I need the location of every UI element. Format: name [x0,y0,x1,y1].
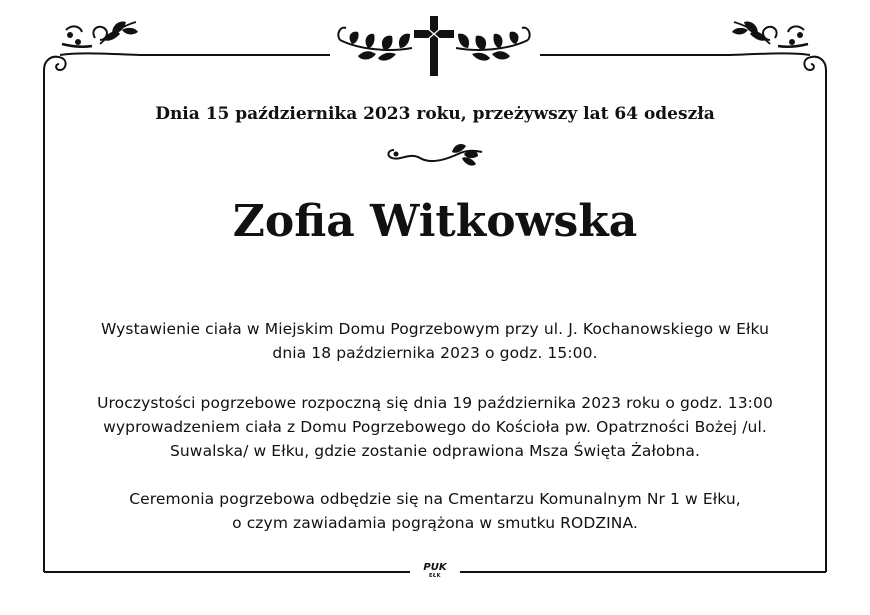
burial-line-1: Ceremonia pogrzebowa odbędzie się na Cmentarzu Komunalnym Nr 1 w Ełku, [129,490,741,508]
brand-logo [0,563,870,579]
burial-line-2: o czym zawiadamia pogrążona w smutku RODZINA. [232,514,638,532]
laurel-branch-right-icon [456,28,530,61]
ceremony-line-3: Suwalska/ w Ełku, gdzie zostanie odprawiona Msza Święta Żałobna. [169,442,701,460]
corner-ornament-left-icon [44,22,140,96]
corner-ornament-right-icon [730,22,826,96]
viewing-line-1: Wystawienie ciała w Miejskim Domu Pogrzebowym przy ul. J. Kochanowskiego w Ełku [100,320,769,338]
viewing-line-2: dnia 18 października 2023 o godz. 15:00. [272,344,598,362]
brand-name: PUK [423,562,447,573]
deceased-name: Zofia Witkowska [232,196,638,247]
ceremony-line-1: Uroczystości pogrzebowe rozpoczną się dnia 19 października 2023 roku o godz. 13:00 [97,394,773,412]
ceremony-line-2: wyprowadzeniem ciała z Domu Pogrzebowego do Kościoła pw. Opatrzności Bożej /ul. [103,418,767,436]
brand-subtitle: EŁK [428,573,441,579]
floral-divider-icon [388,144,482,166]
laurel-branch-left-icon [338,28,412,61]
cross-icon [414,16,454,76]
date-of-death-line: Dnia 15 października 2023 roku, przeżywszy lat 64 odeszła [155,104,715,124]
